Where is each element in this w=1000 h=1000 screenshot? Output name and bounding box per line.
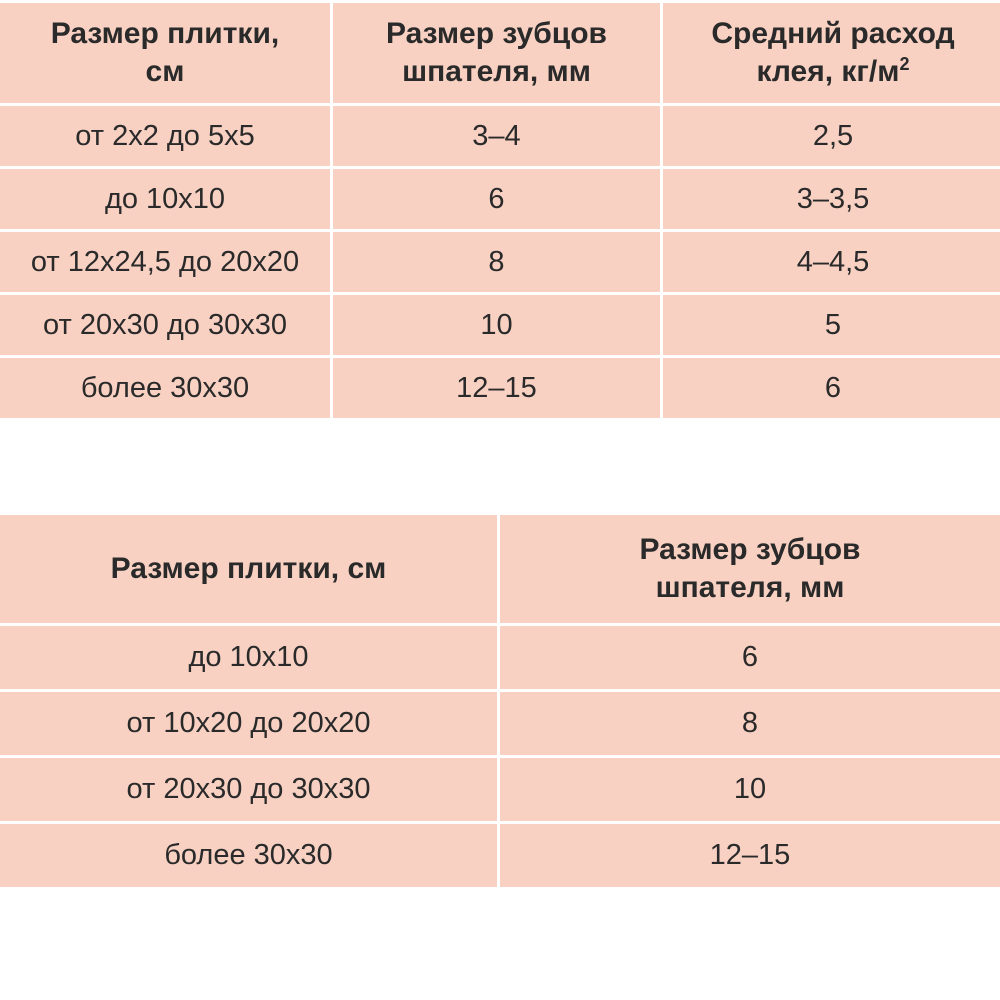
table-header-row [0, 3, 1000, 103]
cell-tile-size: до 10х10 [0, 626, 497, 689]
table-row [0, 758, 1000, 821]
cell-notch-size: 12–15 [500, 824, 1000, 887]
cell-notch-size: 10 [333, 295, 660, 355]
cell-tile-size: более 30х30 [0, 358, 330, 418]
cell-tile-size: от 2х2 до 5х5 [0, 106, 330, 166]
cell-tile-size: более 30х30 [0, 824, 497, 887]
trowel-notch-table [0, 512, 1000, 890]
superscript: 2 [899, 54, 910, 74]
table-row [0, 295, 1000, 355]
adhesive-consumption-table [0, 0, 1000, 421]
header-trowel-notch-size: Размер зубцов шпателя, мм [500, 515, 1000, 623]
cell-tile-size: до 10х10 [0, 169, 330, 229]
cell-notch-size: 8 [500, 692, 1000, 755]
table-header-row [0, 515, 1000, 623]
table-row [0, 358, 1000, 418]
header-avg-consumption-label: Средний расход клея, кг/м [711, 17, 955, 88]
cell-consumption: 6 [663, 358, 1000, 418]
cell-tile-size: от 20х30 до 30х30 [0, 295, 330, 355]
cell-consumption: 3–3,5 [663, 169, 1000, 229]
header-avg-consumption [663, 3, 1000, 103]
table-row [0, 692, 1000, 755]
header-tile-size: Размер плитки, см [0, 3, 330, 103]
header-trowel-notch-size: Размер зубцов шпателя, мм [333, 3, 660, 103]
cell-notch-size: 3–4 [333, 106, 660, 166]
cell-consumption: 2,5 [663, 106, 1000, 166]
cell-tile-size: от 10х20 до 20х20 [0, 692, 497, 755]
table-row [0, 232, 1000, 292]
table-row [0, 169, 1000, 229]
table-row [0, 626, 1000, 689]
table-row [0, 106, 1000, 166]
table-row [0, 824, 1000, 887]
cell-tile-size: от 20х30 до 30х30 [0, 758, 497, 821]
cell-consumption: 5 [663, 295, 1000, 355]
cell-notch-size: 8 [333, 232, 660, 292]
cell-consumption: 4–4,5 [663, 232, 1000, 292]
cell-notch-size: 12–15 [333, 358, 660, 418]
header-tile-size: Размер плитки, см [0, 515, 497, 623]
cell-notch-size: 6 [333, 169, 660, 229]
cell-notch-size: 10 [500, 758, 1000, 821]
cell-tile-size: от 12х24,5 до 20х20 [0, 232, 330, 292]
cell-notch-size: 6 [500, 626, 1000, 689]
